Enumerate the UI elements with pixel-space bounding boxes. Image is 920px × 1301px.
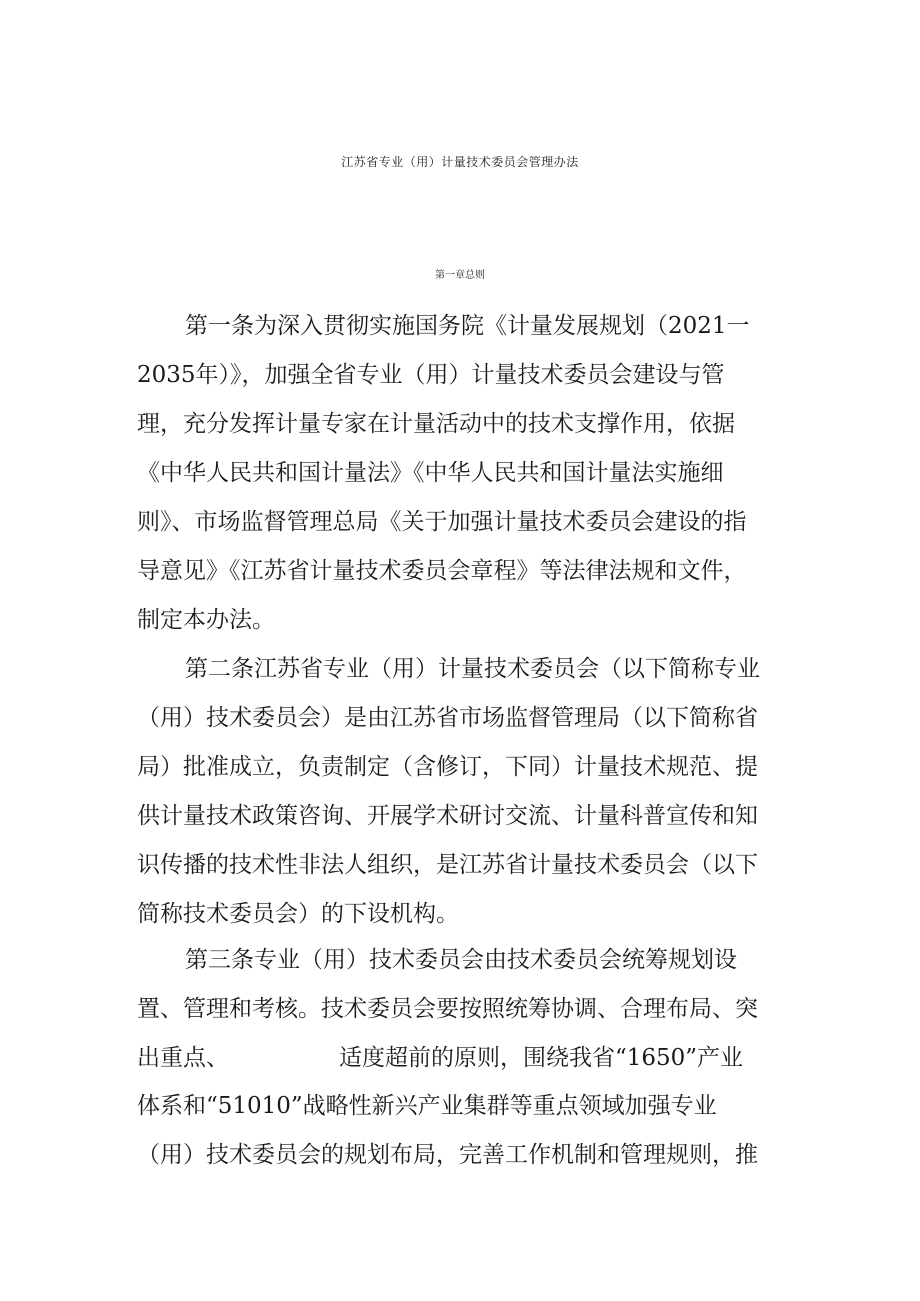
- article-1-line-3: 理，充分发挥计量专家在计量活动中的技术支撑作用，依据: [137, 411, 735, 437]
- article-2-line-2: （用）技术委员会）是由江苏省市场监督管理局（以下简称省: [137, 705, 758, 731]
- article-3-line-4: 体系和“51010”战略性新兴产业集群等重点领域加强专业: [137, 1093, 717, 1119]
- article-2-line-4: 供计量技术政策咨询、开展学术研讨交流、计量科普宣传和知: [137, 803, 758, 829]
- article-1-line-5: 则》、市场监督管理总局《关于加强计量技术委员会建设的指: [137, 509, 747, 535]
- article-2-line-5: 识传播的技术性非法人组织，是江苏省计量技术委员会（以下: [137, 852, 758, 878]
- article-1-line-7: 制定本办法。: [137, 607, 275, 633]
- article-1-line-2: 2035年）》，加强全省专业（用）计量技术委员会建设与管: [137, 362, 725, 388]
- chapter-heading: 第一章总则: [435, 270, 485, 281]
- article-1-line-6: 导意见》《江苏省计量技术委员会章程》等法律法规和文件，: [137, 558, 747, 584]
- document-title: 江苏省专业（用）计量技术委员会管理办法: [341, 155, 579, 169]
- article-3-line-3b: 适度超前的原则，围绕我省“1650”产业: [339, 1045, 744, 1071]
- article-3-line-2: 置、管理和考核。技术委员会要按照统筹协调、合理布局、突: [137, 996, 758, 1022]
- article-3-line-5: （用）技术委员会的规划布局，完善工作机制和管理规则，推: [137, 1142, 758, 1168]
- article-2-line-3: 局）批准成立，负责制定（含修订，下同）计量技术规范、提: [137, 754, 758, 780]
- article-1-line-1: 第一条为深入贯彻实施国务院《计量发展规划（2021一: [185, 313, 750, 339]
- article-3-line-1: 第三条专业（用）技术委员会由技术委员会统筹规划设: [185, 947, 737, 973]
- article-2-line-1: 第二条江苏省专业（用）计量技术委员会（以下简称专业: [185, 656, 760, 682]
- article-3-line-3a: 出重点、: [137, 1045, 229, 1071]
- article-1-line-4: 《中华人民共和国计量法》《中华人民共和国计量法实施细: [137, 460, 724, 486]
- article-2-line-6: 简称技术委员会）的下设机构。: [137, 901, 459, 927]
